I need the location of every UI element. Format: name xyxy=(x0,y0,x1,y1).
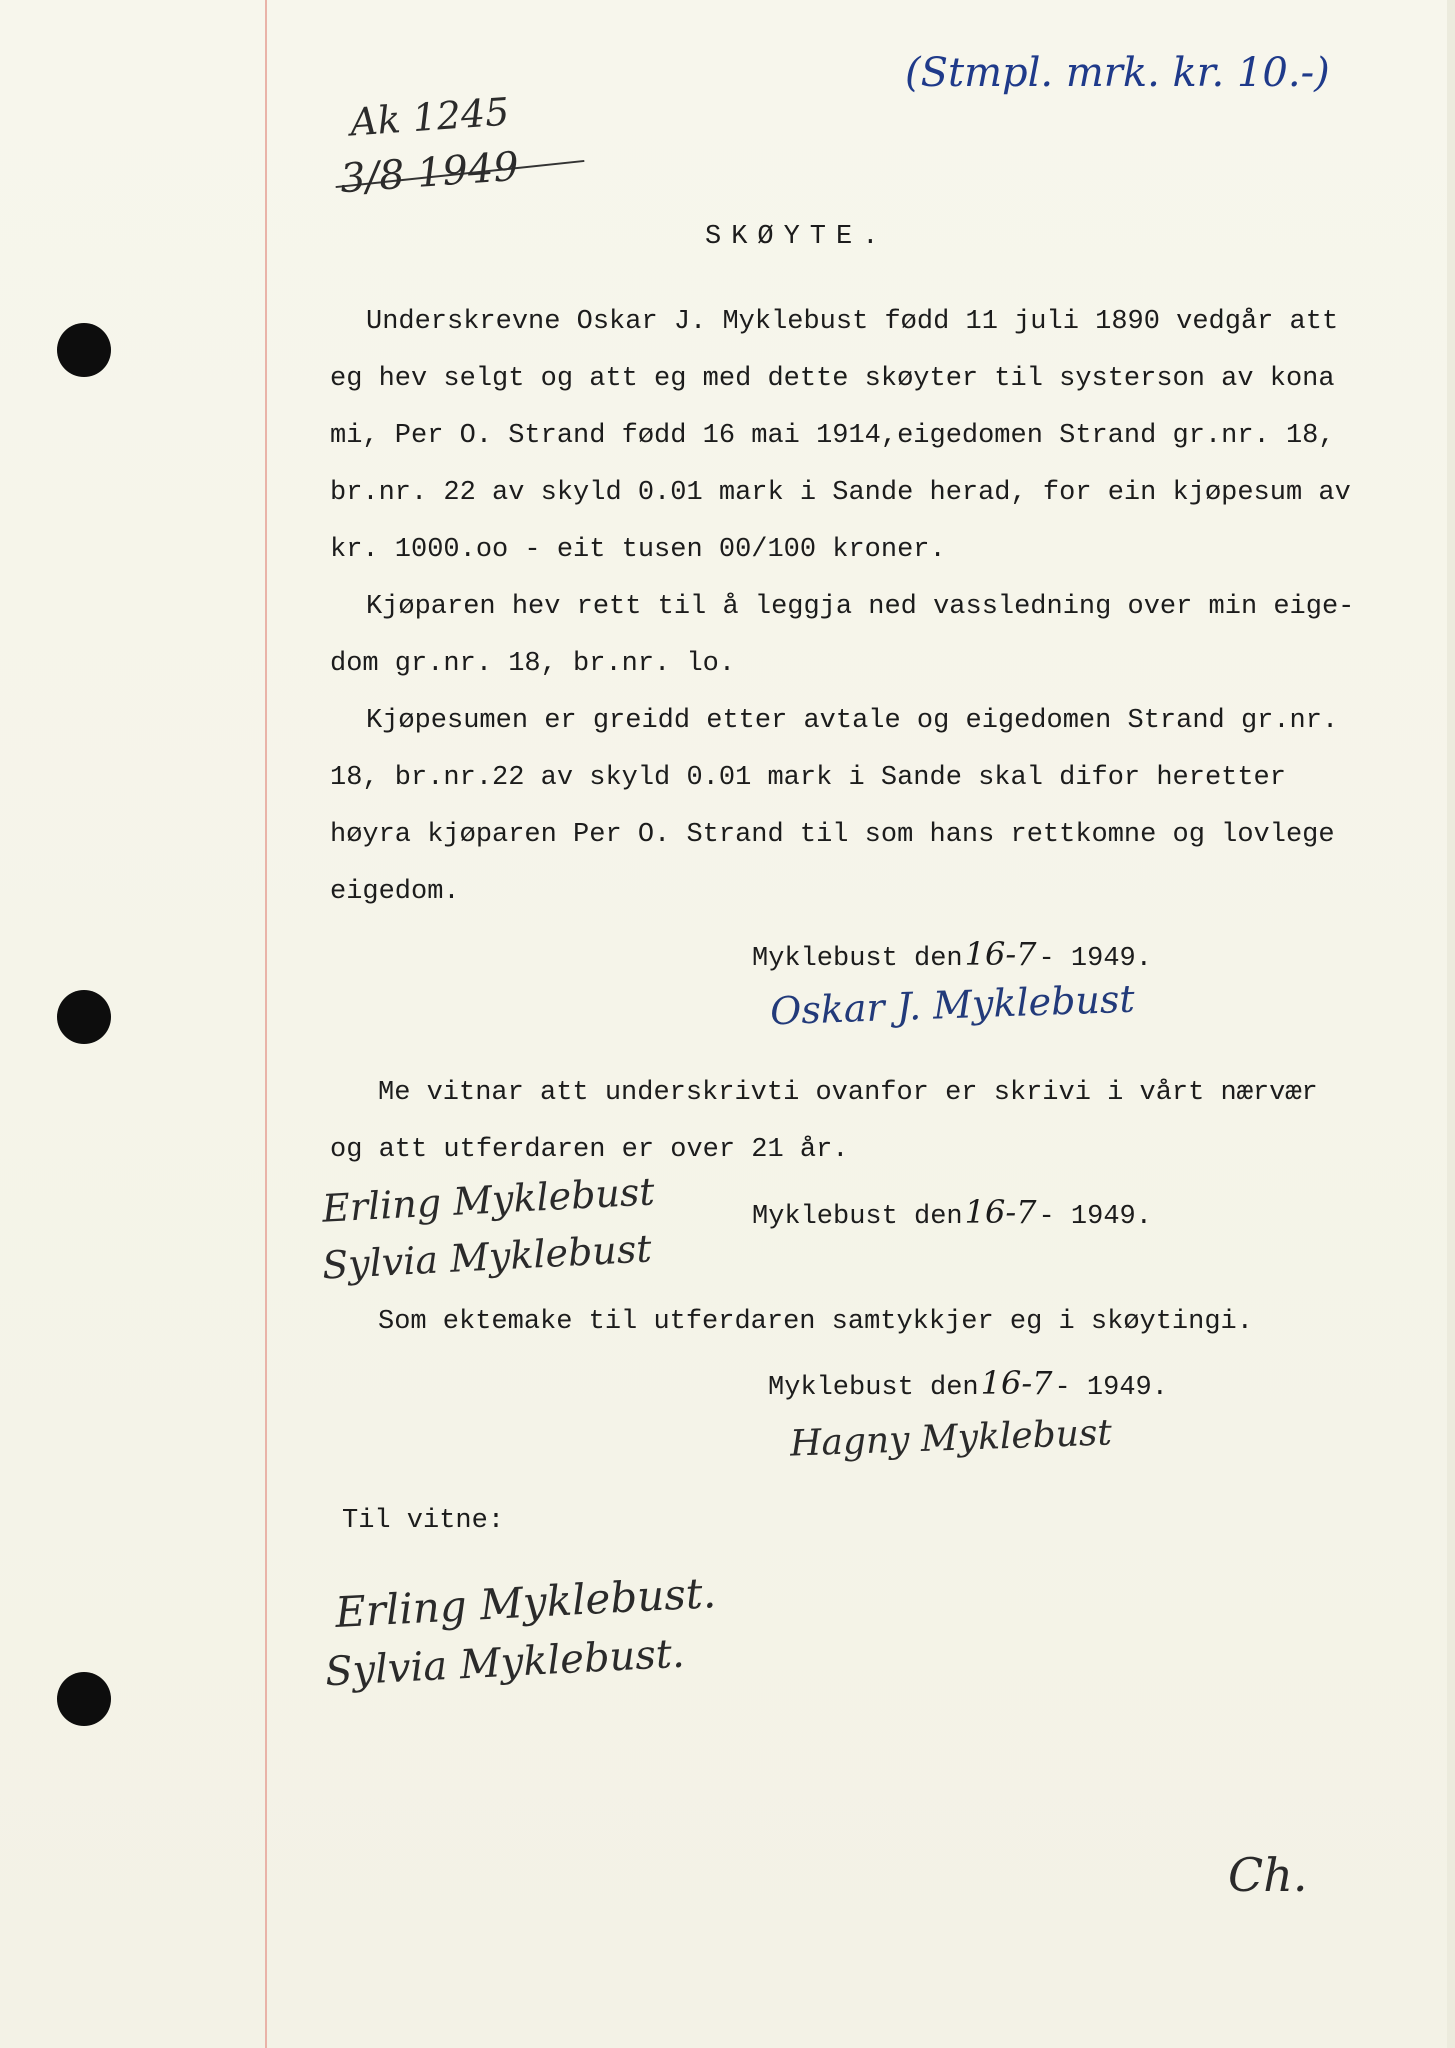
body-line: eg hev selgt og att eg med dette skøyter til systerson av kona xyxy=(330,364,1335,394)
handwritten-reference: Ak 1245 xyxy=(348,89,511,145)
witness-signature: Erling Myklebust. xyxy=(333,1568,718,1637)
body-line: dom gr.nr. 18, br.nr. lo. xyxy=(330,649,736,679)
signing-place-date xyxy=(752,935,1152,974)
margin-rule xyxy=(265,0,267,2048)
body-line: Kjøpesumen er greidd etter avtale og eigedomen Strand gr.nr. xyxy=(366,706,1339,736)
witness-place-date xyxy=(752,1193,1152,1232)
page-edge xyxy=(1447,0,1455,2048)
witness-label: Til vitne: xyxy=(342,1506,505,1536)
witness-text-line: og att utferdaren er over 21 år. xyxy=(330,1135,849,1165)
body-line: mi, Per O. Strand fødd 16 mai 1914,eigedomen Strand gr.nr. 18, xyxy=(330,421,1335,451)
signing-place: Myklebust den xyxy=(752,1202,963,1232)
body-line: kr. 1000.oo - eit tusen 00/100 kroner. xyxy=(330,535,946,565)
signing-date: 16-7 xyxy=(980,1364,1053,1402)
signing-place: Myklebust den xyxy=(768,1373,979,1403)
signing-year: - 1949. xyxy=(1038,944,1152,974)
clerk-initials: Ch. xyxy=(1228,1848,1308,1902)
witness-signature: Sylvia Myklebust. xyxy=(324,1630,686,1696)
body-line: høyra kjøparen Per O. Strand til som hans rettkomne og lovlege xyxy=(330,820,1335,850)
seller-signature: Oskar J. Myklebust xyxy=(769,976,1136,1034)
body-line: br.nr. 22 av skyld 0.01 mark i Sande herad, for ein kjøpesum av xyxy=(330,478,1351,508)
spouse-signature: Hagny Myklebust xyxy=(789,1412,1113,1465)
witness-text-line: Me vitnar att underskrivti ovanfor er skrivi i vårt nærvær xyxy=(378,1078,1318,1108)
body-line: Underskrevne Oskar J. Myklebust fødd 11 juli 1890 vedgår att xyxy=(366,307,1339,337)
signing-date: 16-7 xyxy=(964,935,1037,973)
spouse-consent: Som ektemake til utferdaren samtykkjer eg i skøytingi. xyxy=(378,1307,1253,1337)
body-line: Kjøparen hev rett til å leggja ned vassledning over min eige- xyxy=(366,592,1355,622)
punch-hole xyxy=(57,323,111,377)
body-line: eigedom. xyxy=(330,877,460,907)
witness-signature: Sylvia Myklebust xyxy=(321,1226,653,1288)
body-line: 18, br.nr.22 av skyld 0.01 mark i Sande skal difor heretter xyxy=(330,763,1286,793)
signing-place: Myklebust den xyxy=(752,944,963,974)
signing-date: 16-7 xyxy=(964,1193,1037,1231)
punch-hole xyxy=(57,1672,111,1726)
handwritten-reference-date: 3/8 1949 xyxy=(338,143,521,203)
spouse-place-date xyxy=(768,1364,1168,1403)
stamp-duty-note: (Stmpl. mrk. kr. 10.-) xyxy=(905,50,1330,96)
document-title: SKØYTE. xyxy=(705,222,889,252)
signing-year: - 1949. xyxy=(1038,1202,1152,1232)
signing-year: - 1949. xyxy=(1054,1373,1168,1403)
witness-signature: Erling Myklebust xyxy=(321,1169,656,1231)
punch-hole xyxy=(57,990,111,1044)
